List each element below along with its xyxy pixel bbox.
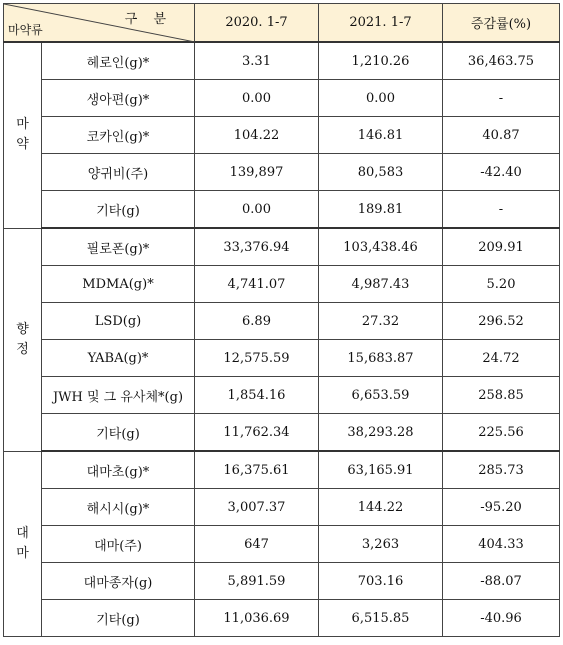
value-2020-cell: 3.31 — [195, 42, 319, 80]
drug-name-cell: 생아편(g)* — [42, 80, 195, 117]
value-2020-cell: 6.89 — [195, 303, 319, 340]
value-2021-cell: 189.81 — [319, 191, 443, 229]
value-2020-cell: 647 — [195, 526, 319, 563]
change-rate-cell: 285.73 — [443, 451, 560, 489]
header-2021: 2021. 1-7 — [319, 4, 443, 43]
drug-name-cell: 대마(주) — [42, 526, 195, 563]
group-label-char: 향 — [16, 321, 29, 337]
change-rate-cell: 40.87 — [443, 117, 560, 154]
value-2021-cell: 6,653.59 — [319, 377, 443, 414]
value-2020-cell: 3,007.37 — [195, 489, 319, 526]
drug-name-cell: 기타(g) — [42, 600, 195, 637]
drug-name-cell: 헤로인(g)* — [42, 42, 195, 80]
table-row — [4, 489, 560, 526]
table-row — [4, 191, 560, 229]
change-rate-cell: 404.33 — [443, 526, 560, 563]
group-label — [4, 228, 42, 451]
value-2021-cell: 144.22 — [319, 489, 443, 526]
change-rate-cell: 24.72 — [443, 340, 560, 377]
group-label — [4, 451, 42, 637]
change-rate-cell: 5.20 — [443, 266, 560, 303]
value-2021-cell: 38,293.28 — [319, 414, 443, 452]
value-2020-cell: 5,891.59 — [195, 563, 319, 600]
drug-name-cell: 해시시(g)* — [42, 489, 195, 526]
value-2021-cell: 0.00 — [319, 80, 443, 117]
value-2021-cell: 6,515.85 — [319, 600, 443, 637]
value-2020-cell: 16,375.61 — [195, 451, 319, 489]
change-rate-cell: -88.07 — [443, 563, 560, 600]
table-row — [4, 266, 560, 303]
value-2021-cell: 146.81 — [319, 117, 443, 154]
value-2020-cell: 139,897 — [195, 154, 319, 191]
corner-header-cell — [4, 4, 195, 43]
table-row — [4, 303, 560, 340]
table-row — [4, 340, 560, 377]
group-label-char: 약 — [16, 137, 29, 153]
value-2021-cell: 1,210.26 — [319, 42, 443, 80]
table-row — [4, 563, 560, 600]
value-2021-cell: 703.16 — [319, 563, 443, 600]
drug-name-cell: 필로폰(g)* — [42, 228, 195, 266]
table-row — [4, 42, 560, 80]
drug-name-cell: 대마종자(g) — [42, 563, 195, 600]
value-2020-cell: 12,575.59 — [195, 340, 319, 377]
value-2021-cell: 103,438.46 — [319, 228, 443, 266]
change-rate-cell: - — [443, 80, 560, 117]
change-rate-cell: 258.85 — [443, 377, 560, 414]
header-change: 증감률(%) — [443, 4, 560, 43]
drug-seizure-table — [3, 3, 560, 637]
value-2021-cell: 27.32 — [319, 303, 443, 340]
value-2020-cell: 0.00 — [195, 80, 319, 117]
group-label — [4, 42, 42, 228]
corner-top-label: 구 분 — [124, 12, 172, 27]
table-row — [4, 414, 560, 452]
change-rate-cell: 296.52 — [443, 303, 560, 340]
table-row — [4, 600, 560, 637]
header-2020: 2020. 1-7 — [195, 4, 319, 43]
change-rate-cell: -95.20 — [443, 489, 560, 526]
change-rate-cell: 225.56 — [443, 414, 560, 452]
change-rate-cell: -40.96 — [443, 600, 560, 637]
change-rate-cell: 209.91 — [443, 228, 560, 266]
group-label-char: 대 — [16, 525, 29, 541]
drug-name-cell: 대마초(g)* — [42, 451, 195, 489]
drug-name-cell: 기타(g) — [42, 191, 195, 229]
table-row — [4, 526, 560, 563]
value-2021-cell: 80,583 — [319, 154, 443, 191]
value-2021-cell: 15,683.87 — [319, 340, 443, 377]
drug-name-cell: 기타(g) — [42, 414, 195, 452]
group-label-char: 마 — [16, 117, 29, 133]
drug-name-cell: JWH 및 그 유사체*(g) — [42, 377, 195, 414]
change-rate-cell: 36,463.75 — [443, 42, 560, 80]
table-row — [4, 451, 560, 489]
value-2020-cell: 11,762.34 — [195, 414, 319, 452]
value-2021-cell: 4,987.43 — [319, 266, 443, 303]
value-2021-cell: 63,165.91 — [319, 451, 443, 489]
value-2020-cell: 33,376.94 — [195, 228, 319, 266]
drug-name-cell: MDMA(g)* — [42, 266, 195, 303]
value-2020-cell: 4,741.07 — [195, 266, 319, 303]
change-rate-cell: -42.40 — [443, 154, 560, 191]
header-row — [4, 4, 560, 43]
drug-name-cell: YABA(g)* — [42, 340, 195, 377]
change-rate-cell: - — [443, 191, 560, 229]
group-label-char: 정 — [16, 341, 29, 357]
table-row — [4, 377, 560, 414]
value-2020-cell: 0.00 — [195, 191, 319, 229]
drug-name-cell: 양귀비(주) — [42, 154, 195, 191]
group-label-char: 마 — [16, 545, 29, 561]
value-2020-cell: 11,036.69 — [195, 600, 319, 637]
value-2020-cell: 1,854.16 — [195, 377, 319, 414]
drug-name-cell: LSD(g) — [42, 303, 195, 340]
drug-name-cell: 코카인(g)* — [42, 117, 195, 154]
table-row — [4, 154, 560, 191]
corner-bottom-label: 마약류 — [8, 23, 43, 37]
table-row — [4, 80, 560, 117]
value-2021-cell: 3,263 — [319, 526, 443, 563]
table-row — [4, 228, 560, 266]
table-row — [4, 117, 560, 154]
value-2020-cell: 104.22 — [195, 117, 319, 154]
